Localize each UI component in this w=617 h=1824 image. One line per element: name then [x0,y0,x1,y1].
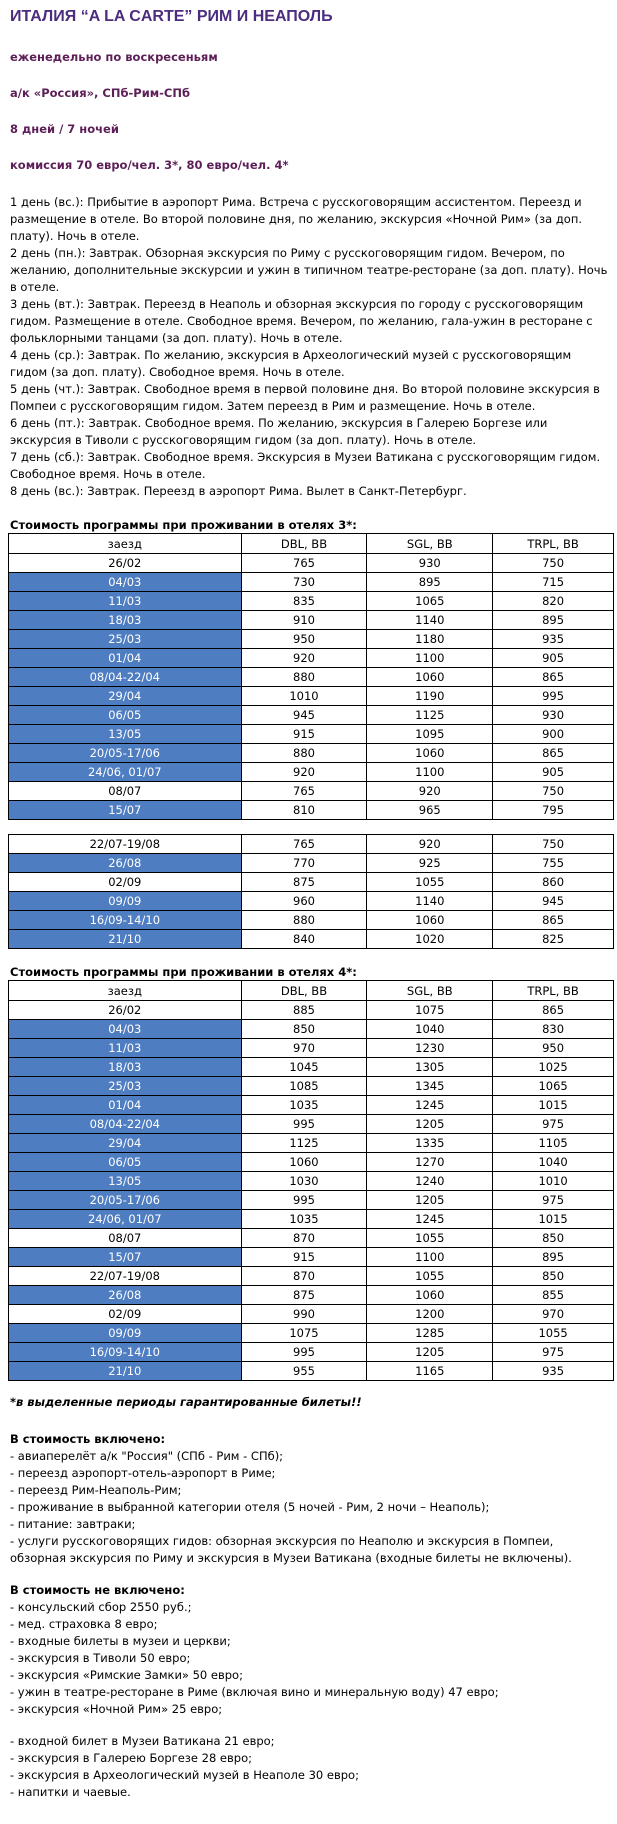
trpl-price-cell: 905 [493,649,614,668]
dbl-price-cell: 770 [241,854,367,873]
trpl-price-cell: 750 [493,554,614,573]
dbl-price-cell: 1035 [241,1210,367,1229]
dbl-price-cell: 765 [241,782,367,801]
trpl-price-cell: 895 [493,1248,614,1267]
list-item: - входные билеты в музеи и церкви; [10,1634,231,1648]
list-item: - переезд аэропорт-отель-аэропорт в Риме; [10,1466,276,1480]
date-cell: 16/09-14/10 [9,911,242,930]
itinerary-day: 3 день (вт.): Завтрак. Переезд в Неаполь и обзорная экскурсия по городу с русскоговорящим гидом. Размещение в отеле. Свободное время. Вечером, по желанию, гала-ужин в ресторане с фольклорными танцами (за доп. плату). Ночь в отеле. [10,297,593,345]
trpl-price-cell: 865 [493,1001,614,1020]
trpl-price-cell: 715 [493,573,614,592]
sgl-price-cell: 1285 [367,1324,493,1343]
list-item: - экскурсия в Тиволи 50 евро; [10,1651,191,1665]
date-cell: 18/03 [9,1058,242,1077]
price-table-4star [8,980,614,1381]
dbl-price-cell: 920 [241,649,367,668]
dbl-price-cell: 1035 [241,1096,367,1115]
trpl-price-cell: 1065 [493,1077,614,1096]
included-heading: В стоимость включено: [10,1432,166,1446]
sgl-price-cell: 965 [367,801,493,820]
dbl-price-cell: 950 [241,630,367,649]
table-row [9,1362,614,1381]
trpl-price-cell: 1040 [493,1153,614,1172]
table-header-row [9,534,614,554]
table-row [9,592,614,611]
date-cell: 06/05 [9,1153,242,1172]
date-cell: 09/09 [9,1324,242,1343]
sgl-price-cell: 1020 [367,930,493,949]
date-cell: 20/05-17/06 [9,744,242,763]
trpl-price-cell: 1105 [493,1134,614,1153]
dbl-price-cell: 910 [241,611,367,630]
date-cell: 15/07 [9,1248,242,1267]
itinerary-day: 5 день (чт.): Завтрак. Свободное время в первой половине дня. Во второй половине экскурсия в Помпеи с русскоговорящим гидом. Затем переезд в Рим и размещение. Ночь в отеле. [10,382,600,413]
table-row [9,649,614,668]
dbl-price-cell: 1075 [241,1324,367,1343]
schedule-line: еженедельно по воскресеньям [10,50,218,64]
dbl-price-cell: 1010 [241,687,367,706]
date-cell: 08/04-22/04 [9,1115,242,1134]
trpl-price-cell: 975 [493,1343,614,1362]
trpl-price-cell: 865 [493,668,614,687]
dbl-price-cell: 880 [241,668,367,687]
itinerary-day: 6 день (пт.): Завтрак. Свободное время. По желанию, экскурсия в Галерею Боргезе или экскурсия в Тиволи с русскоговорящим гидом (за доп. плату). Ночь в отеле. [10,416,548,447]
sgl-price-cell: 1125 [367,706,493,725]
date-cell: 01/04 [9,649,242,668]
commission-line: комиссия 70 евро/чел. 3*, 80 евро/чел. 4* [10,158,289,172]
page-title: ИТАЛИЯ “A LA CARTE” РИМ И НЕАПОЛЬ [10,8,333,25]
date-cell: 13/05 [9,725,242,744]
date-cell: 08/04-22/04 [9,668,242,687]
table-row [9,854,614,873]
sgl-price-cell: 1055 [367,1229,493,1248]
sgl-price-cell: 920 [367,782,493,801]
list-item: - консульский сбор 2550 руб.; [10,1600,192,1614]
table-row [9,725,614,744]
sgl-price-cell: 1165 [367,1362,493,1381]
sgl-price-cell: 1065 [367,592,493,611]
price-table-3star-continued [8,834,614,949]
sgl-price-cell: 1345 [367,1077,493,1096]
list-item: - экскурсия в Археологический музей в Неаполе 30 евро; [10,1768,359,1782]
itinerary-day: 4 день (ср.): Завтрак. По желанию, экскурсия в Археологический музей с русскоговорящим гидом (за доп. плату). Свободное время. Ночь в отеле. [10,348,572,379]
dbl-price-cell: 945 [241,706,367,725]
table-row [9,1077,614,1096]
sgl-price-cell: 1055 [367,1267,493,1286]
sgl-price-cell: 1305 [367,1058,493,1077]
date-cell: 13/05 [9,1172,242,1191]
date-cell: 26/08 [9,854,242,873]
table-row [9,668,614,687]
not-included-heading: В стоимость не включено: [10,1583,185,1597]
list-item: - напитки и чаевые. [10,1785,131,1799]
date-cell: 24/06, 01/07 [9,763,242,782]
sgl-price-cell: 1060 [367,911,493,930]
dbl-price-cell: 990 [241,1305,367,1324]
sgl-price-cell: 1190 [367,687,493,706]
trpl-price-cell: 850 [493,1267,614,1286]
list-item: - переезд Рим-Неаполь-Рим; [10,1483,182,1497]
dbl-price-cell: 995 [241,1191,367,1210]
col-header-dbl: DBL, BB [241,981,367,1001]
trpl-price-cell: 1055 [493,1324,614,1343]
trpl-price-cell: 945 [493,892,614,911]
date-cell: 21/10 [9,1362,242,1381]
trpl-price-cell: 935 [493,1362,614,1381]
trpl-price-cell: 970 [493,1305,614,1324]
trpl-price-cell: 935 [493,630,614,649]
itinerary-day: 1 день (вс.): Прибытие в аэропорт Рима. Встреча с русскоговорящим ассистентом. Переезд и размещение в отеле. Во второй половине дня, по желанию, экскурсия «Ночной Рим» (за доп. плату). Ночь в отеле. [10,195,582,243]
date-cell: 02/09 [9,873,242,892]
table-row [9,1096,614,1115]
dbl-price-cell: 870 [241,1267,367,1286]
date-cell: 25/03 [9,1077,242,1096]
trpl-price-cell: 1015 [493,1210,614,1229]
date-cell: 08/07 [9,1229,242,1248]
table-row [9,835,614,854]
table-row [9,873,614,892]
trpl-price-cell: 850 [493,1229,614,1248]
table-header-row [9,981,614,1001]
itinerary-day: 8 день (вс.): Завтрак. Переезд в аэропорт Рима. Вылет в Санкт-Петербург. [10,484,467,498]
table-row [9,801,614,820]
sgl-price-cell: 1245 [367,1210,493,1229]
dbl-price-cell: 885 [241,1001,367,1020]
table-row [9,892,614,911]
dbl-price-cell: 1060 [241,1153,367,1172]
list-item: - экскурсия «Римские Замки» 50 евро; [10,1668,243,1682]
dbl-price-cell: 765 [241,554,367,573]
dbl-price-cell: 955 [241,1362,367,1381]
col-header-date: заезд [9,534,242,554]
table-row [9,1248,614,1267]
itinerary-day: 7 день (сб.): Завтрак. Свободное время. Экскурсия в Музеи Ватикана с русскоговорящим гидом. Свободное время. Ночь в отеле. [10,450,601,481]
table-row [9,1039,614,1058]
dbl-price-cell: 1085 [241,1077,367,1096]
trpl-price-cell: 1010 [493,1172,614,1191]
sgl-price-cell: 1335 [367,1134,493,1153]
sgl-price-cell: 1245 [367,1096,493,1115]
table-3star-caption: Стоимость программы при проживании в отелях 3*: [10,518,357,532]
date-cell: 21/10 [9,930,242,949]
dbl-price-cell: 915 [241,725,367,744]
col-header-date: заезд [9,981,242,1001]
date-cell: 16/09-14/10 [9,1343,242,1362]
dbl-price-cell: 995 [241,1343,367,1362]
trpl-price-cell: 825 [493,930,614,949]
col-header-sgl: SGL, BB [367,534,493,554]
sgl-price-cell: 1205 [367,1343,493,1362]
date-cell: 11/03 [9,592,242,611]
date-cell: 22/07-19/08 [9,1267,242,1286]
table-row [9,1001,614,1020]
trpl-price-cell: 830 [493,1020,614,1039]
trpl-price-cell: 975 [493,1115,614,1134]
sgl-price-cell: 1100 [367,763,493,782]
sgl-price-cell: 1095 [367,725,493,744]
date-cell: 09/09 [9,892,242,911]
sgl-price-cell: 1075 [367,1001,493,1020]
sgl-price-cell: 1060 [367,744,493,763]
trpl-price-cell: 755 [493,854,614,873]
trpl-price-cell: 1015 [493,1096,614,1115]
sgl-price-cell: 925 [367,854,493,873]
table-row [9,1153,614,1172]
guaranteed-tickets-note: *в выделенные периоды гарантированные билеты!! [10,1395,362,1409]
date-cell: 26/02 [9,1001,242,1020]
dbl-price-cell: 840 [241,930,367,949]
list-item: - мед. страховка 8 евро; [10,1617,158,1631]
table-row [9,1229,614,1248]
trpl-price-cell: 930 [493,706,614,725]
col-header-trpl: TRPL, BB [493,534,614,554]
date-cell: 29/04 [9,1134,242,1153]
sgl-price-cell: 1040 [367,1020,493,1039]
table-row [9,1267,614,1286]
sgl-price-cell: 895 [367,573,493,592]
sgl-price-cell: 1055 [367,873,493,892]
list-item: - авиаперелёт а/к "Россия" (СПб - Рим - СПб); [10,1449,284,1463]
trpl-price-cell: 865 [493,744,614,763]
sgl-price-cell: 1060 [367,668,493,687]
price-table-3star [8,533,614,820]
table-row [9,1191,614,1210]
airline-line: а/к «Россия», СПб-Рим-СПб [10,86,191,100]
table-row [9,1286,614,1305]
dbl-price-cell: 880 [241,911,367,930]
table-row [9,630,614,649]
dbl-price-cell: 875 [241,873,367,892]
date-cell: 11/03 [9,1039,242,1058]
trpl-price-cell: 995 [493,687,614,706]
trpl-price-cell: 950 [493,1039,614,1058]
table-row [9,763,614,782]
trpl-price-cell: 865 [493,911,614,930]
list-item: - проживание в выбранной категории отеля (5 ночей - Рим, 2 ночи – Неаполь); [10,1500,490,1514]
sgl-price-cell: 1100 [367,649,493,668]
not-included-section [10,1582,611,1718]
col-header-trpl: TRPL, BB [493,981,614,1001]
table-row [9,1343,614,1362]
table-row [9,1172,614,1191]
date-cell: 04/03 [9,573,242,592]
dbl-price-cell: 1045 [241,1058,367,1077]
date-cell: 20/05-17/06 [9,1191,242,1210]
trpl-price-cell: 750 [493,835,614,854]
sgl-price-cell: 1180 [367,630,493,649]
trpl-price-cell: 895 [493,611,614,630]
dbl-price-cell: 1030 [241,1172,367,1191]
dbl-price-cell: 875 [241,1286,367,1305]
date-cell: 06/05 [9,706,242,725]
dbl-price-cell: 880 [241,744,367,763]
date-cell: 15/07 [9,801,242,820]
dbl-price-cell: 850 [241,1020,367,1039]
table-row [9,744,614,763]
date-cell: 25/03 [9,630,242,649]
sgl-price-cell: 1270 [367,1153,493,1172]
trpl-price-cell: 795 [493,801,614,820]
sgl-price-cell: 1240 [367,1172,493,1191]
dbl-price-cell: 920 [241,763,367,782]
table-4star-caption: Стоимость программы при проживании в отелях 4*: [10,965,357,979]
itinerary [10,194,611,500]
trpl-price-cell: 820 [493,592,614,611]
list-item: - экскурсия «Ночной Рим» 25 евро; [10,1702,223,1716]
trpl-price-cell: 750 [493,782,614,801]
list-item: - ужин в театре-ресторане в Риме (включая вино и минеральную воду) 47 евро; [10,1685,499,1699]
dbl-price-cell: 870 [241,1229,367,1248]
sgl-price-cell: 920 [367,835,493,854]
date-cell: 26/08 [9,1286,242,1305]
dbl-price-cell: 1125 [241,1134,367,1153]
sgl-price-cell: 1200 [367,1305,493,1324]
table-row [9,1134,614,1153]
table-row [9,930,614,949]
dbl-price-cell: 835 [241,592,367,611]
trpl-price-cell: 900 [493,725,614,744]
dbl-price-cell: 765 [241,835,367,854]
date-cell: 29/04 [9,687,242,706]
list-item: - входной билет в Музеи Ватикана 21 евро; [10,1734,275,1748]
table-row [9,911,614,930]
date-cell: 24/06, 01/07 [9,1210,242,1229]
duration-line: 8 дней / 7 ночей [10,122,119,136]
table-row [9,1020,614,1039]
table-row [9,1058,614,1077]
table-row [9,1324,614,1343]
included-section [10,1431,611,1567]
sgl-price-cell: 1205 [367,1115,493,1134]
table-row [9,687,614,706]
trpl-price-cell: 855 [493,1286,614,1305]
sgl-price-cell: 1100 [367,1248,493,1267]
sgl-price-cell: 1060 [367,1286,493,1305]
sgl-price-cell: 1230 [367,1039,493,1058]
extras-section [10,1733,611,1801]
sgl-price-cell: 1205 [367,1191,493,1210]
trpl-price-cell: 860 [493,873,614,892]
dbl-price-cell: 970 [241,1039,367,1058]
list-item: - экскурсия в Галерею Боргезе 28 евро; [10,1751,252,1765]
sgl-price-cell: 1140 [367,611,493,630]
col-header-sgl: SGL, BB [367,981,493,1001]
table-row [9,611,614,630]
itinerary-day: 2 день (пн.): Завтрак. Обзорная экскурсия по Риму с русскоговорящим гидом. Вечером, по желанию, дополнительные экскурсии и ужин в типичном театре-ресторане (за доп. плату). Ночь в отеле. [10,246,608,294]
date-cell: 22/07-19/08 [9,835,242,854]
sgl-price-cell: 1140 [367,892,493,911]
date-cell: 18/03 [9,611,242,630]
list-item: - питание: завтраки; [10,1517,136,1531]
table-row [9,1210,614,1229]
table-row [9,706,614,725]
col-header-dbl: DBL, BB [241,534,367,554]
sgl-price-cell: 930 [367,554,493,573]
date-cell: 08/07 [9,782,242,801]
date-cell: 04/03 [9,1020,242,1039]
dbl-price-cell: 960 [241,892,367,911]
dbl-price-cell: 915 [241,1248,367,1267]
dbl-price-cell: 810 [241,801,367,820]
date-cell: 01/04 [9,1096,242,1115]
trpl-price-cell: 1025 [493,1058,614,1077]
date-cell: 02/09 [9,1305,242,1324]
list-item: - услуги русскоговорящих гидов: обзорная экскурсия по Неаполю и экскурсия в Помпеи, обзорная экскурсия по Риму и экскурсия в Музеи Ватикана (входные билеты не включены). [10,1534,572,1565]
dbl-price-cell: 730 [241,573,367,592]
table-row [9,1305,614,1324]
table-row [9,554,614,573]
dbl-price-cell: 995 [241,1115,367,1134]
table-row [9,782,614,801]
trpl-price-cell: 905 [493,763,614,782]
table-row [9,1115,614,1134]
trpl-price-cell: 975 [493,1191,614,1210]
table-row [9,573,614,592]
date-cell: 26/02 [9,554,242,573]
